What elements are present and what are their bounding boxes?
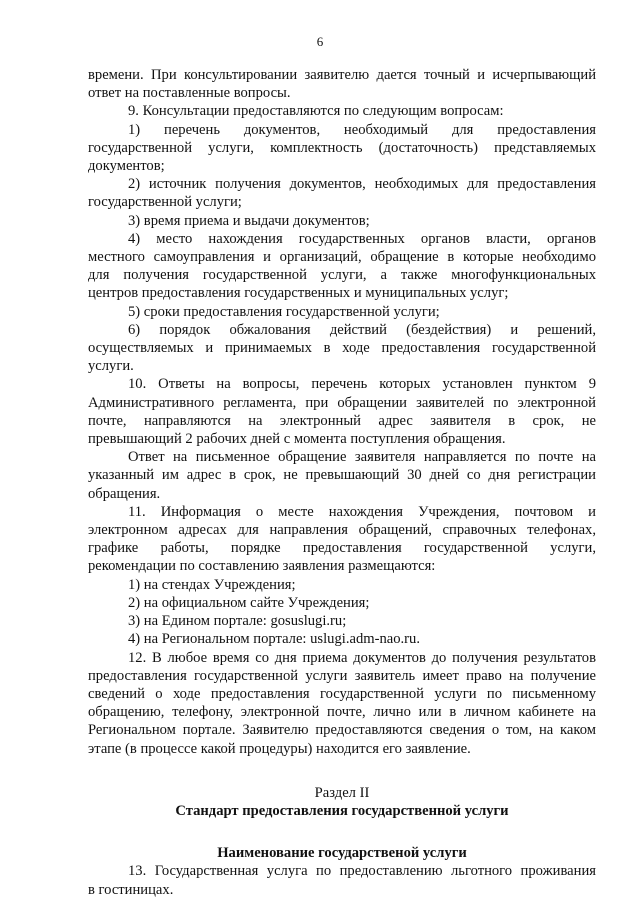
text-line: 5) сроки предоставления государственной услуги;: [128, 303, 440, 320]
text-line: 9. Консультации предоставляются по следующим вопросам:: [128, 103, 504, 120]
text-line: документов;: [88, 158, 165, 175]
text-line: 4) на Региональном портале: uslugi.adm-nao.ru.: [128, 631, 420, 648]
text-line: 2) на официальном сайте Учреждения;: [128, 594, 370, 611]
document-body: [88, 66, 596, 899]
text-line: обращения.: [88, 485, 161, 502]
text-line: услуги.: [88, 358, 134, 375]
text-line: 6) порядок обжалования действий (бездействия) и решений,: [128, 321, 596, 338]
text-line: превышающий 2 рабочих дней с момента поступления обращения.: [88, 431, 506, 448]
text-line: 12. В любое время со дня приема документов до получения результатов: [128, 649, 596, 666]
text-line: 10. Ответы на вопросы, перечень которых установлен пунктом 9: [128, 376, 596, 393]
text-line: 2) источник получения документов, необходимых для предоставления: [128, 176, 596, 193]
text-line: Административного регламента, при обращении заявителей по электронной: [88, 394, 596, 411]
text-line: 4) место нахождения государственных органов власти, органов: [128, 230, 596, 247]
text-line: указанный им адрес в срок, не превышающий 30 дней со дня регистрации: [88, 467, 596, 484]
text-line: предоставления государственной услуги заявитель имеет право на получение: [88, 667, 596, 684]
text-line: почте, направляются на электронный адрес заявителя в срок, не: [88, 412, 596, 429]
text-line: этапе (в процессе какой процедуры) находится его заявление.: [88, 740, 471, 757]
page-number: 6: [316, 34, 324, 49]
text-line: электронном адресах для направления обращений, справочных телефонах,: [88, 522, 596, 539]
text-line: рекомендации по составлению заявления размещаются:: [88, 558, 436, 575]
text-line: графике работы, порядке предоставления государственной услуги,: [88, 540, 596, 557]
text-line: государственной услуги;: [88, 194, 242, 211]
text-line: Региональном портале. Заявителю предоставляются сведения о том, на каком: [88, 722, 596, 739]
text-line: в гостиницах.: [88, 881, 174, 898]
text-line: местного самоуправления и организаций, обращение в которые необходимо: [88, 249, 596, 266]
text-line: 1) перечень документов, необходимый для предоставления: [128, 121, 596, 138]
text-line: государственной услуги, комплектность (достаточность) представляемых: [88, 139, 596, 156]
text-line: центров предоставления государственных и муниципальных услуг;: [88, 285, 509, 302]
text-line: сведений о ходе предоставления государственной услуги по письменному: [88, 685, 596, 702]
section-title: Стандарт предоставления государственной услуги: [175, 802, 509, 819]
text-line: для получения государственной услуги, а также многофункциональных: [88, 267, 596, 284]
text-line: 11. Информация о месте нахождения Учреждения, почтовом и: [128, 503, 596, 520]
text-line: осуществляемых и принимаемых в ходе предоставления государственной: [88, 340, 596, 357]
text-line: 13. Государственная услуга по предоставлению льготного проживания: [128, 863, 596, 880]
text-line: 3) на Едином портале: gosuslugi.ru;: [128, 613, 347, 630]
text-line: обращению, телефону, электронной почте, лично или в личном кабинете на: [88, 704, 596, 721]
subsection-title: Наименование государственой услуги: [217, 845, 467, 862]
text-line: времени. При консультировании заявителю дается точный и исчерпывающий: [88, 67, 596, 83]
section-label: Раздел II: [314, 784, 370, 801]
text-line: Ответ на письменное обращение заявителя направляется по почте на: [128, 449, 596, 466]
text-line: ответ на поставленные вопросы.: [88, 85, 291, 102]
text-line: 1) на стендах Учреждения;: [128, 576, 296, 593]
text-line: 3) время приема и выдачи документов;: [128, 212, 370, 229]
